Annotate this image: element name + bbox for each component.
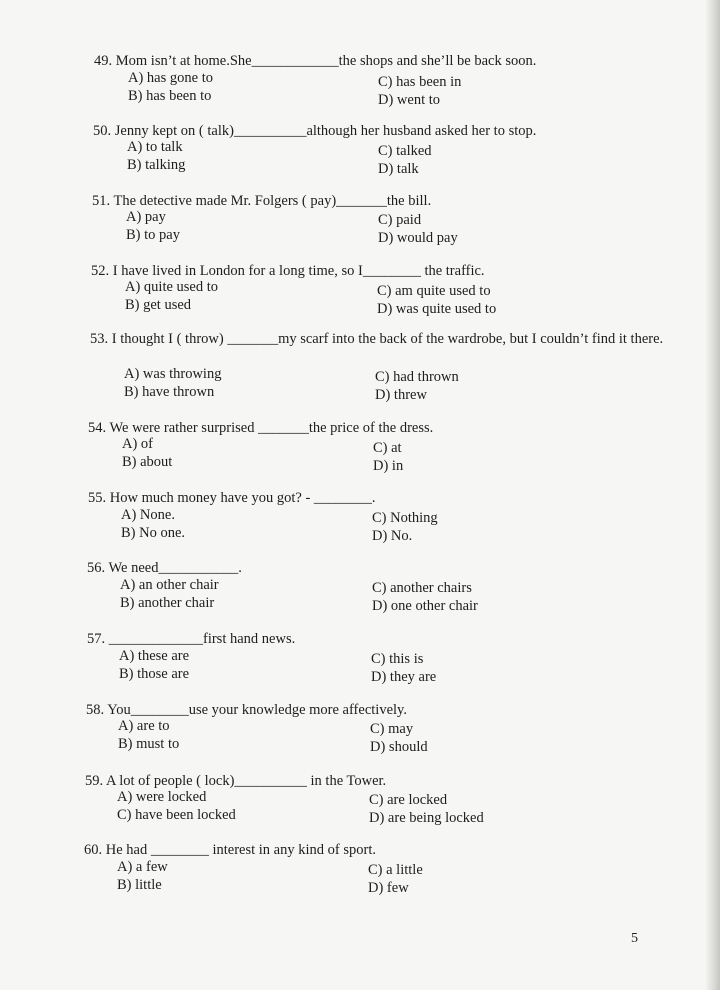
question-text: 55. How much money have you got? - ________. <box>88 490 376 506</box>
option-d: D) No. <box>372 528 413 544</box>
option-c: C) another chairs <box>372 580 472 596</box>
option-c: C) this is <box>371 651 424 667</box>
option-b: B) to pay <box>126 227 180 243</box>
option-a: A) a few <box>117 859 168 875</box>
option-c: C) Nothing <box>372 510 438 526</box>
option-d: D) talk <box>378 161 419 177</box>
option-b: B) have thrown <box>124 384 215 400</box>
option-c: C) talked <box>378 143 432 159</box>
option-d: D) went to <box>378 92 441 108</box>
option-d: D) should <box>370 739 428 755</box>
option-d: D) would pay <box>378 230 458 246</box>
option-a: A) to talk <box>127 139 183 155</box>
option-a: A) pay <box>126 209 166 225</box>
option-d: D) one other chair <box>372 598 478 614</box>
question-text: 57. _____________first hand news. <box>87 631 296 647</box>
option-b: B) has been to <box>128 88 212 104</box>
option-a: A) an other chair <box>120 577 219 593</box>
option-d: D) few <box>368 880 409 896</box>
question-text: 60. He had ________ interest in any kind of sport. <box>84 842 376 858</box>
option-c: C) at <box>373 440 402 456</box>
option-c: C) a little <box>368 862 423 878</box>
option-b: B) must to <box>118 736 180 752</box>
option-d: D) threw <box>375 387 427 403</box>
option-d: D) was quite used to <box>377 301 497 317</box>
option-d: D) they are <box>371 669 437 685</box>
option-b: B) talking <box>127 157 186 173</box>
option-c: C) have been locked <box>117 807 236 823</box>
option-b: B) get used <box>125 297 192 313</box>
question-text: 53. I thought I ( throw) _______my scarf into the back of the wardrobe, but I couldn’t find it there. <box>90 331 664 347</box>
option-a: A) of <box>122 436 154 452</box>
page-number: 5 <box>631 931 638 946</box>
option-a: A) quite used to <box>125 279 219 295</box>
option-c: C) paid <box>378 212 422 228</box>
question-text: 59. A lot of people ( lock)__________ in the Tower. <box>85 773 387 789</box>
option-a: A) has gone to <box>128 70 213 86</box>
question-text: 56. We need___________. <box>87 560 242 576</box>
question-text: 52. I have lived in London for a long time, so I________ the traffic. <box>91 263 485 279</box>
option-a: A) these are <box>119 648 190 664</box>
option-d: D) in <box>373 458 404 474</box>
option-c: C) had thrown <box>375 369 459 385</box>
question-text: 51. The detective made Mr. Folgers ( pay)_______the bill. <box>92 193 432 209</box>
option-c: C) am quite used to <box>377 283 491 299</box>
question-text: 54. We were rather surprised _______the price of the dress. <box>88 420 434 436</box>
question-text: 58. You________use your knowledge more affectively. <box>86 702 407 718</box>
option-c: C) has been in <box>378 74 462 90</box>
question-text: 50. Jenny kept on ( talk)__________although her husband asked her to stop. <box>93 123 537 139</box>
option-a: A) None. <box>121 507 175 523</box>
option-b: B) No one. <box>121 525 186 541</box>
option-b: B) little <box>117 877 162 893</box>
option-b: B) another chair <box>120 595 215 611</box>
option-d: D) are being locked <box>369 810 484 826</box>
option-a: A) were locked <box>117 789 207 805</box>
option-b: B) those are <box>119 666 190 682</box>
option-a: A) was throwing <box>124 366 222 382</box>
question-text: 49. Mom isn’t at home.She____________the shops and she’ll be back soon. <box>94 53 537 69</box>
option-a: A) are to <box>118 718 170 734</box>
option-c: C) may <box>370 721 414 737</box>
option-c-second: C) are locked <box>369 792 448 808</box>
option-b: B) about <box>122 454 173 470</box>
page-edge-shadow <box>706 0 720 990</box>
